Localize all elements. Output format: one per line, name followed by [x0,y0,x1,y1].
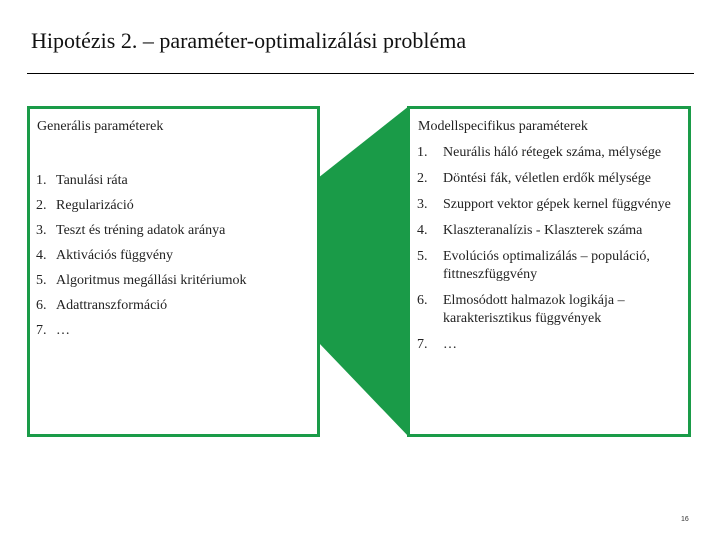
list-item [417,336,685,354]
list-item-number: 5. [36,273,47,288]
list-item [417,222,685,240]
list-item [417,248,685,284]
generic-params-box [27,106,320,437]
list-item [36,323,247,348]
list-item-number: 3. [417,197,428,212]
list-item-number: 6. [417,293,428,308]
list-item-text: Tanulási ráta [56,173,128,188]
generic-params-list [36,173,247,348]
list-item [417,144,685,162]
list-item-text: Aktivációs függvény [56,248,174,263]
list-item [36,273,247,298]
list-item [36,298,247,323]
list-item-text: Klaszteranalízis - Klaszterek száma [443,223,643,238]
list-item-text: … [56,323,70,338]
page-number: 16 [681,516,689,523]
list-item [417,170,685,188]
list-item-text: Regularizáció [56,198,134,213]
list-item-number: 7. [417,337,428,352]
list-item-text: Elmosódott halmazok logikája – karakterisztikus függvények [443,293,625,326]
connector-polygon [318,106,409,437]
list-item-number: 4. [417,223,428,238]
list-item [36,173,247,198]
list-item-number: 4. [36,248,47,263]
list-item-text: Neurális háló rétegek száma, mélysége [443,145,662,160]
list-item [417,292,685,328]
list-item-number: 6. [36,298,47,313]
list-item-text: Adattranszformáció [56,298,168,313]
list-item-text: … [443,337,457,352]
list-item-number: 3. [36,223,47,238]
list-item-text: Evolúciós optimalizálás – populáció, fittneszfüggvény [443,249,650,282]
slide-title: Hipotézis 2. – paraméter-optimalizálási probléma [31,28,467,53]
list-item-number: 5. [417,249,428,264]
list-item-text: Teszt és tréning adatok aránya [56,223,226,238]
list-item-number: 1. [417,145,428,160]
list-item [36,198,247,223]
list-item-text: Szupport vektor gépek kernel függvénye [443,197,671,212]
list-item [36,223,247,248]
model-specific-params-list [417,144,685,362]
list-item-number: 7. [36,323,47,338]
list-item-text: Algoritmus megállási kritériumok [56,273,247,288]
list-item-text: Döntési fák, véletlen erdők mélysége [443,171,651,186]
generic-params-heading: Generális paraméterek [37,119,164,134]
list-item-number: 1. [36,173,47,188]
list-item-number: 2. [36,198,47,213]
model-specific-params-box [407,106,691,437]
model-specific-params-heading: Modellspecifikus paraméterek [418,119,588,134]
list-item [417,196,685,214]
list-item [36,248,247,273]
list-item-number: 2. [417,171,428,186]
